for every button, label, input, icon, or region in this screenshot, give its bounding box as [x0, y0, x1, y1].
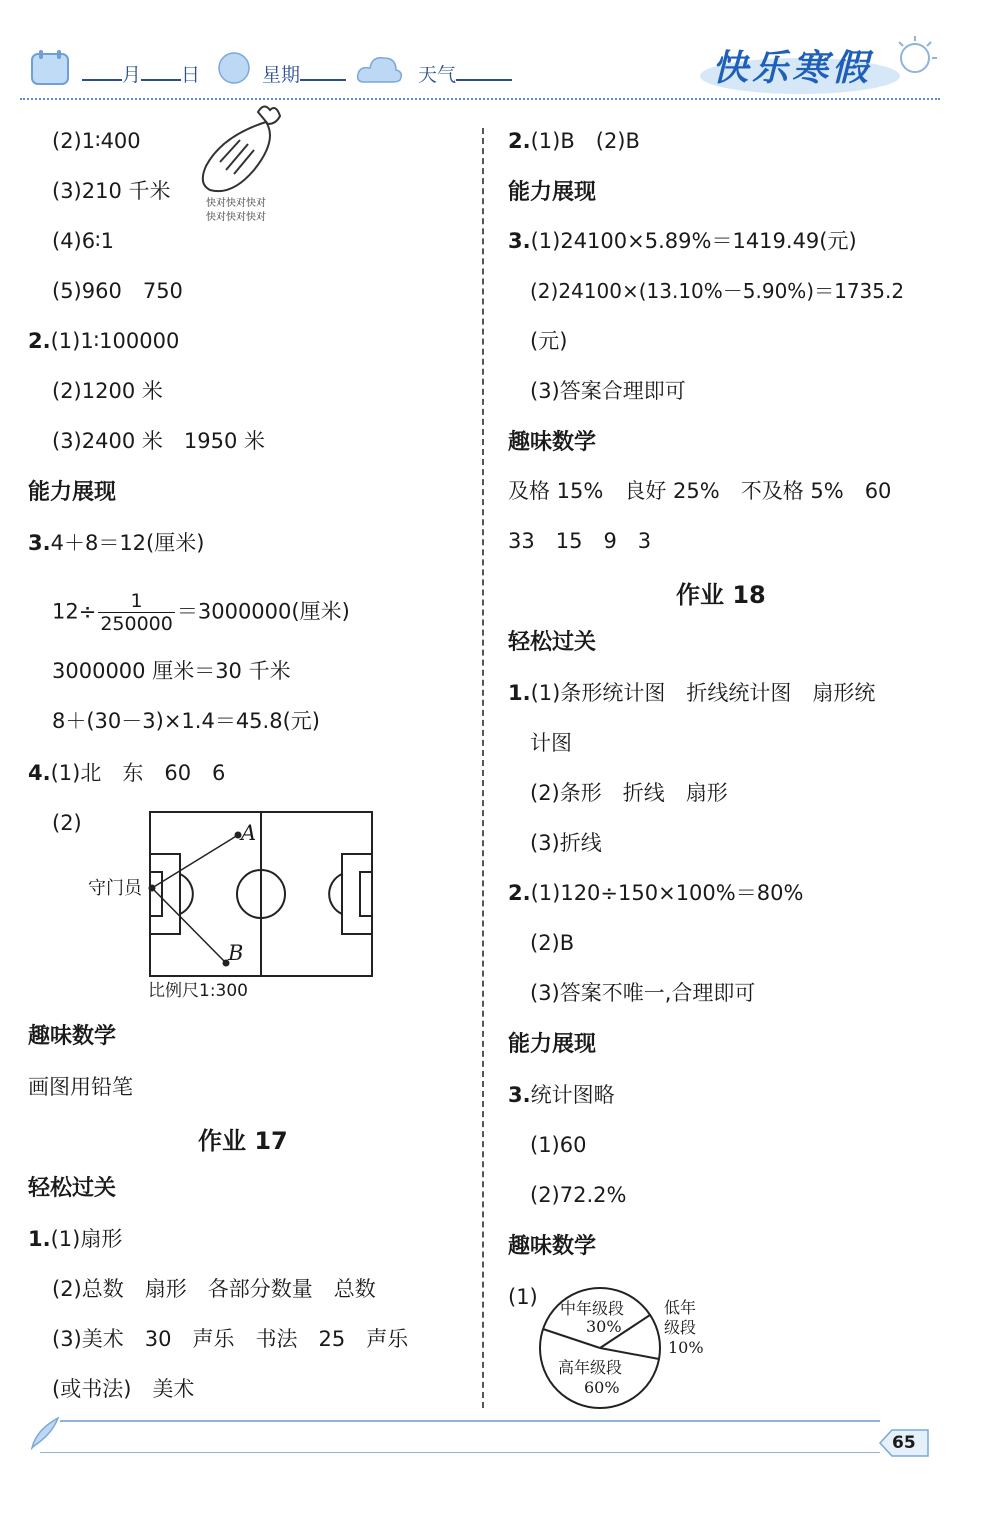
section-heading: 轻松过关 [28, 1176, 117, 1201]
section-heading: 轻松过关 [508, 630, 597, 655]
pie-value-middle: 30% [586, 1317, 622, 1336]
answer-text: (1)24100×5.89%＝1419.49(元) [530, 229, 857, 253]
weekday-field [262, 62, 346, 88]
question-3 [508, 226, 857, 256]
answer-text: (1)120÷150×100%＝80% [530, 881, 804, 905]
point-a-label: A [241, 821, 257, 845]
answer-text: (1)B (2)B [530, 129, 640, 153]
question-1 [508, 678, 875, 708]
column-divider [482, 128, 484, 1408]
answer-text: (1)1∶100000 [50, 329, 180, 353]
answer-line: (5)960 750 [52, 279, 183, 303]
question-number: 4. [28, 761, 51, 785]
pie-value-high: 60% [584, 1378, 620, 1397]
header-divider [20, 98, 940, 100]
question-number: 1. [508, 681, 531, 705]
date-fields [82, 62, 200, 88]
brand-title: 快乐寒假 [712, 48, 873, 89]
homework-title: 作业 17 [198, 1127, 288, 1155]
scale-label: 比例尺1:300 [148, 981, 248, 1001]
weather-label: 天气 [418, 64, 457, 86]
answer-line: (3)答案不唯一,合理即可 [530, 981, 756, 1005]
answer-text: (1)北 东 60 6 [50, 761, 226, 785]
svg-text:快对快对快对: 快对快对快对 [206, 212, 266, 223]
answer-line: (2)72.2% [530, 1183, 627, 1207]
answer-line: (3)美术 30 声乐 书法 25 声乐 [52, 1327, 409, 1351]
answer-text: 统计图略 [530, 1083, 615, 1107]
pie-label-low: 级段 [664, 1318, 697, 1337]
question-number: 2. [28, 329, 51, 353]
carrot-icon [196, 100, 286, 224]
feather-icon [26, 1412, 66, 1452]
pie-label-high: 高年级段 [558, 1358, 623, 1377]
question-number: 3. [28, 531, 51, 555]
section-heading: 趣味数学 [508, 1234, 597, 1259]
soccer-field-diagram [140, 806, 380, 982]
pie-label-middle: 中年级段 [560, 1299, 625, 1318]
svg-text:快对快对快对: 快对快对快对 [206, 198, 266, 209]
day-label: 日 [181, 64, 201, 86]
question-number: 2. [508, 881, 531, 905]
footer-line [40, 1452, 880, 1453]
pie-value-low: 10% [668, 1338, 704, 1357]
section-heading: 能力展现 [508, 180, 597, 205]
answer-line: (4)6∶1 [52, 229, 114, 253]
answer-line: 及格 15% 良好 25% 不及格 5% 60 [508, 479, 892, 503]
answer-line: 计图 [530, 731, 572, 755]
weather-field [418, 62, 512, 88]
answer-line: 8＋(30－3)×1.4＝45.8(元) [52, 709, 320, 733]
answer-line: 3000000 厘米＝30 千米 [52, 659, 291, 683]
answer-line: (2) [52, 811, 82, 835]
answer-text: (1)扇形 [50, 1227, 123, 1251]
answer-line: (1) [508, 1285, 538, 1309]
pie-label-low: 低年 [664, 1298, 697, 1317]
sun-icon [216, 50, 252, 86]
answer-line: (元) [530, 329, 568, 353]
question-3 [28, 528, 204, 558]
answer-line: (3)折线 [530, 831, 602, 855]
answer-line: (2)B [530, 931, 575, 955]
question-number: 3. [508, 1083, 531, 1107]
answer-line: (2)条形 折线 扇形 [530, 781, 728, 805]
month-label: 月 [122, 64, 142, 86]
answer-text: 4＋8＝12(厘米) [50, 531, 205, 555]
calendar-icon [30, 48, 70, 88]
section-heading: 趣味数学 [508, 430, 597, 455]
fraction: $\frac{1}{250000}$ [100, 590, 173, 635]
section-heading: 趣味数学 [28, 1024, 117, 1049]
homework-title: 作业 18 [676, 581, 766, 609]
question-number: 2. [508, 129, 531, 153]
question-number: 1. [28, 1227, 51, 1251]
page-number: 65 [892, 1433, 916, 1453]
question-2 [28, 326, 179, 356]
answer-line: 33 15 9 3 [508, 529, 652, 553]
footer-line [60, 1420, 880, 1422]
weekday-label: 星期 [262, 64, 301, 86]
answer-line: (3)210 千米 [52, 179, 171, 203]
answer-line: (2)24100×(13.10%－5.90%)＝1735.2 [530, 279, 905, 303]
cloud-icon [356, 52, 404, 86]
answer-line: (2)总数 扇形 各部分数量 总数 [52, 1277, 376, 1301]
question-4 [28, 758, 225, 788]
fraction-equation: 12÷ $\frac{1}{250000}$ ＝3000000(厘米) [52, 590, 350, 635]
answer-line: (2)1200 米 [52, 379, 163, 403]
section-heading: 能力展现 [508, 1032, 597, 1057]
question-3 [508, 1080, 615, 1110]
question-2 [508, 878, 803, 908]
point-b-label: B [228, 941, 244, 965]
section-heading: 能力展现 [28, 480, 117, 505]
answer-line: (3)答案合理即可 [530, 379, 686, 403]
answer-line: (2)1∶400 [52, 129, 141, 153]
question-number: 3. [508, 229, 531, 253]
answer-text: (1)条形统计图 折线统计图 扇形统 [530, 681, 876, 705]
goalkeeper-label: 守门员 [88, 878, 142, 899]
answer-line: (3)2400 米 1950 米 [52, 429, 265, 453]
answer-line: (1)60 [530, 1133, 587, 1157]
question-1 [28, 1224, 122, 1254]
answer-line: (或书法) 美术 [52, 1377, 195, 1401]
answer-line: 画图用铅笔 [28, 1075, 133, 1099]
question-2 [508, 126, 640, 156]
